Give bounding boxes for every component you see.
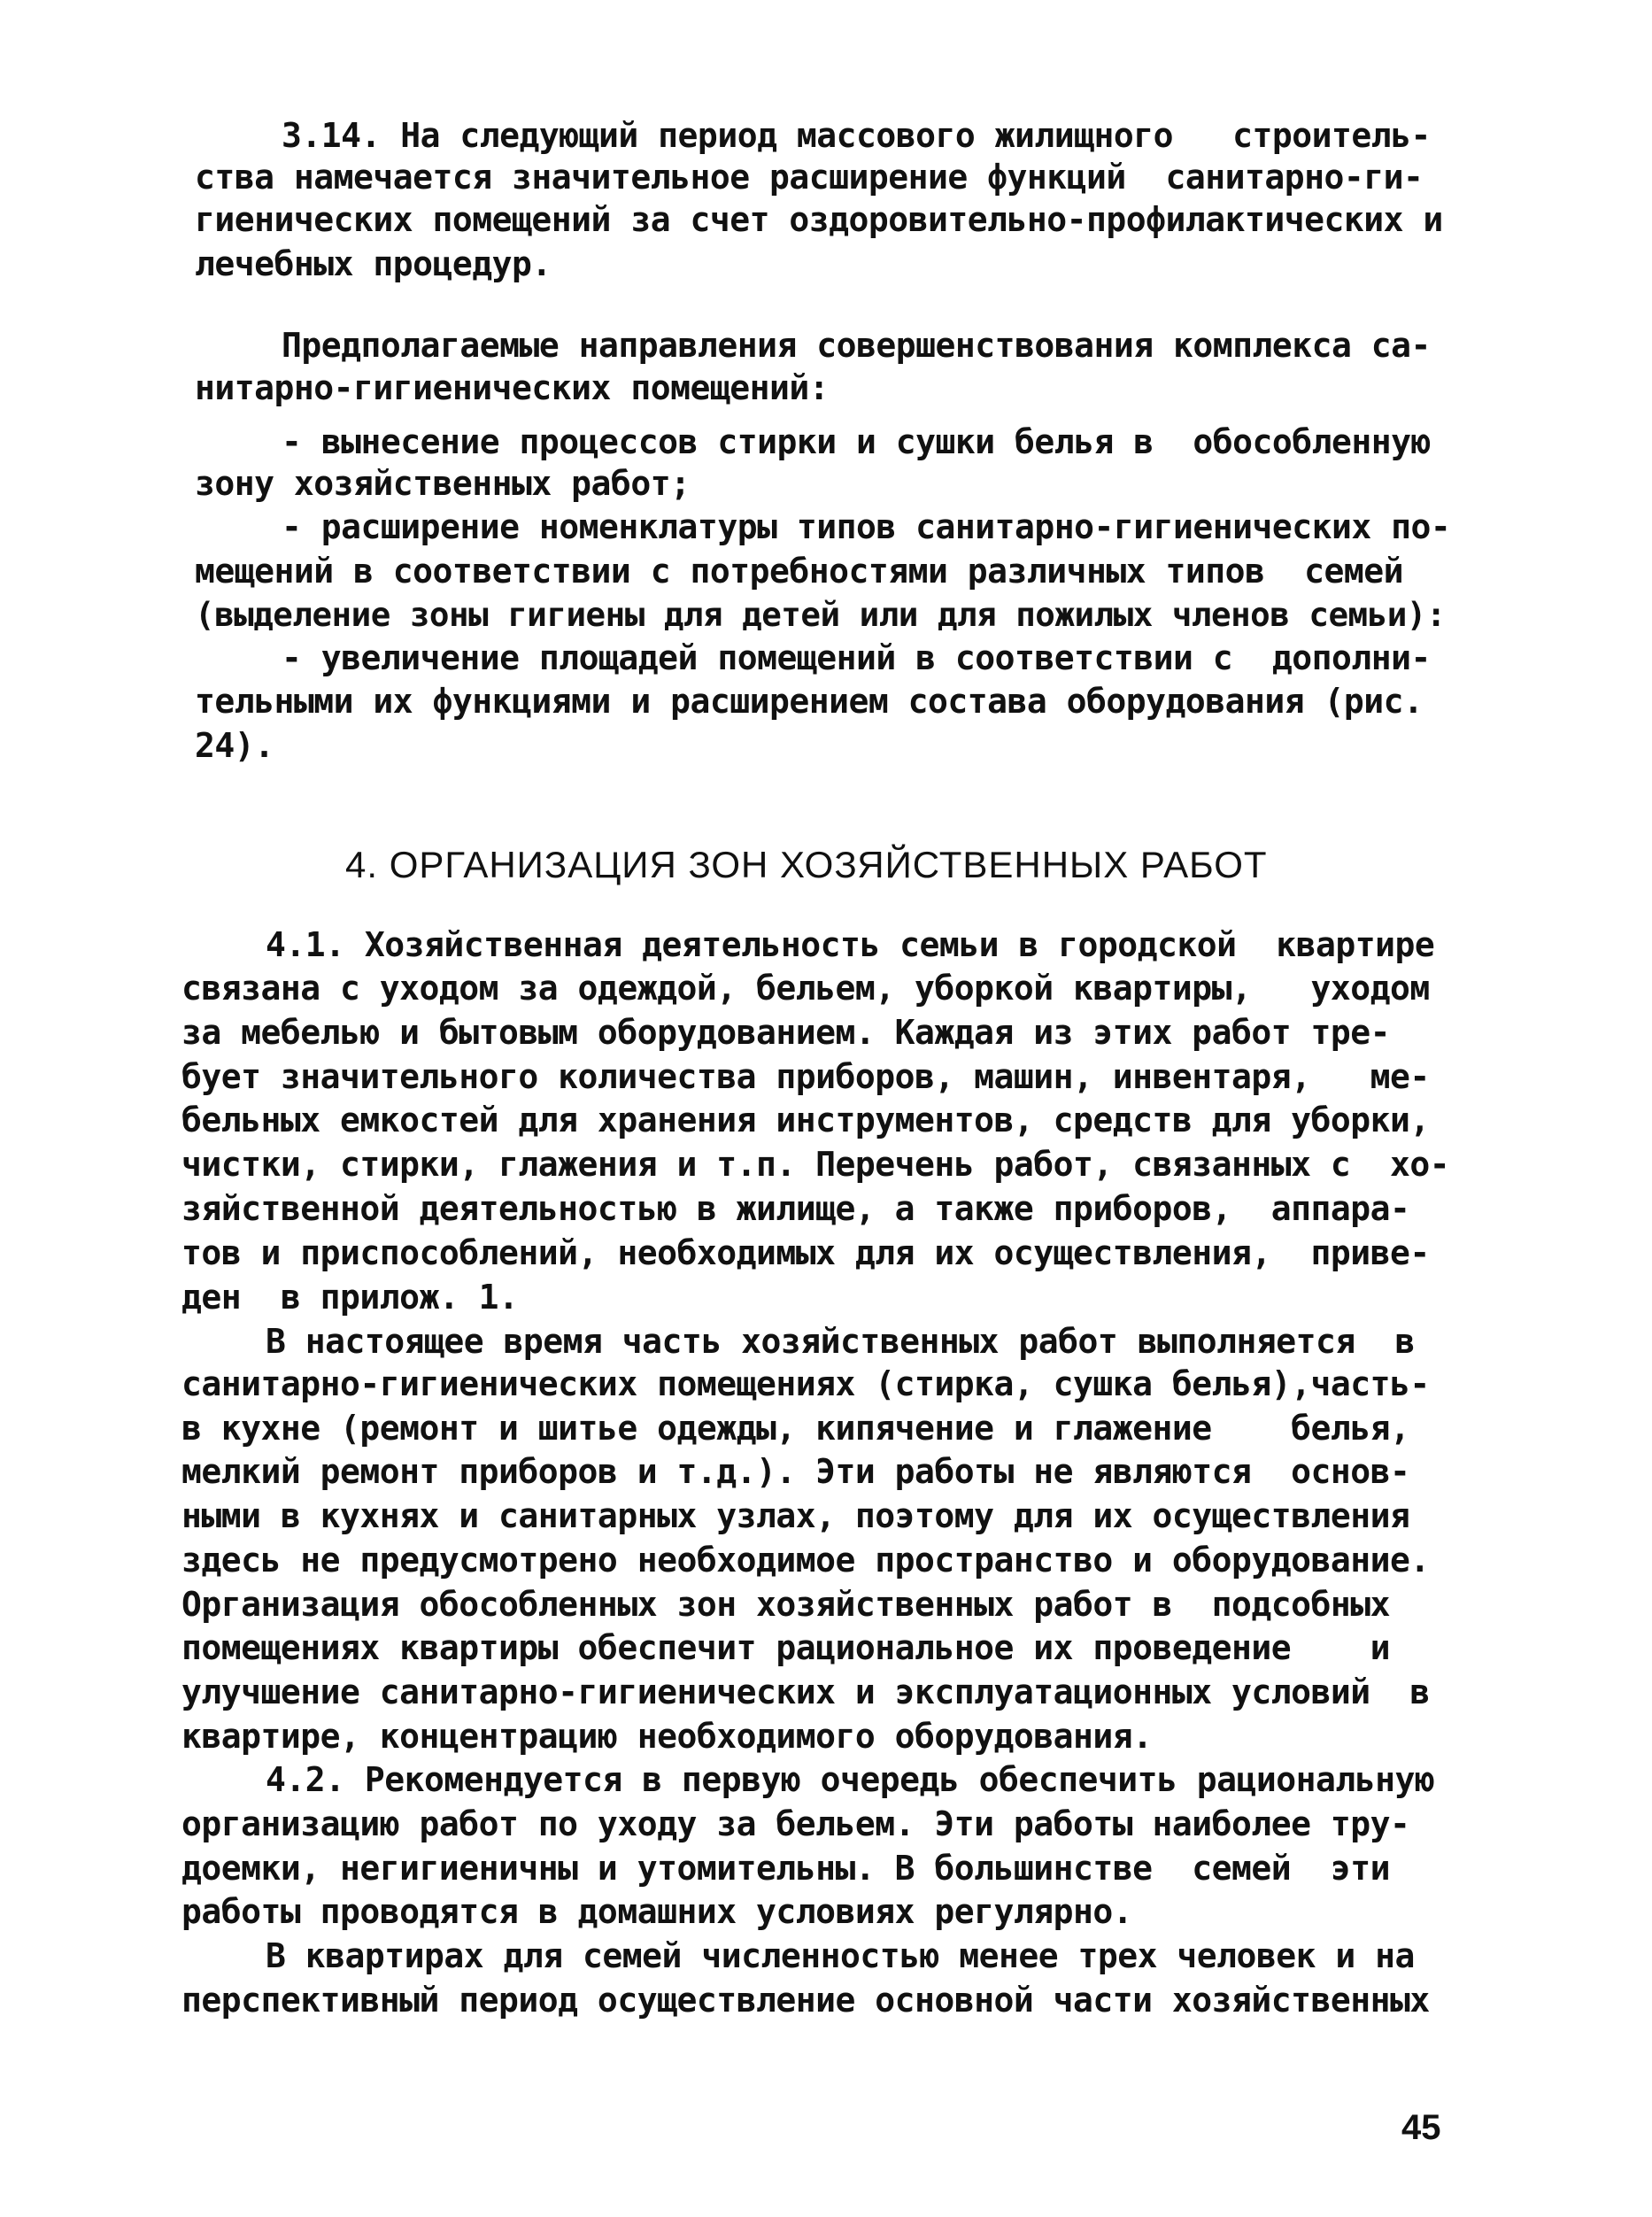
list-item: - вынесение процессов стирки и сушки белья в обособленную [282, 422, 1431, 461]
text-line: 4.1. Хозяйственная деятельность семьи в городской квартире [266, 925, 1435, 964]
text-line: чистки, стирки, глажения и т.п. Перечень работ, связанных с хо- [181, 1145, 1450, 1184]
text-line: зону хозяйственных работ; [195, 464, 691, 503]
page-number: 45 [1401, 2108, 1441, 2147]
text-line: В квартирах для семей численностью менее трех человек и на [266, 1936, 1415, 1975]
text-line: нитарно-гигиенических помещений: [195, 368, 830, 407]
text-line: 3.14. На следующий период массового жилищного строитель- [282, 116, 1431, 155]
text-line: В настоящее время часть хозяйственных работ выполняется в [266, 1322, 1415, 1361]
text-line: Предполагаемые направления совершенствования комплекса са- [282, 326, 1431, 365]
text-line: зяйственной деятельностью в жилище, а также приборов, аппара- [181, 1189, 1410, 1228]
text-line: 4.2. Рекомендуется в первую очередь обеспечить рациональную [266, 1760, 1435, 1799]
text-line: ства намечается значительное расширение функций санитарно-ги- [195, 158, 1424, 197]
text-line: ден в прилож. 1. [181, 1278, 519, 1317]
text-line: 24). [195, 726, 274, 765]
list-item: - расширение номенклатуры типов санитарно-гигиенических по- [282, 507, 1451, 546]
text-line: гиенических помещений за счет оздоровительно-профилактических и [195, 200, 1443, 239]
text-line: мелкий ремонт приборов и т.д.). Эти работы не являются основ- [181, 1452, 1410, 1491]
text-line: бельных емкостей для хранения инструментов, средств для уборки, [181, 1101, 1430, 1139]
text-line: за мебелью и бытовым оборудованием. Каждая из этих работ тре- [181, 1013, 1391, 1052]
text-line: тов и приспособлений, необходимых для их осуществления, приве- [181, 1233, 1430, 1272]
text-line: квартире, концентрацию необходимого оборудования. [181, 1717, 1153, 1756]
text-line: бует значительного количества приборов, машин, инвентаря, ме- [181, 1057, 1430, 1096]
text-line: работы проводятся в домашних условиях регулярно. [181, 1892, 1133, 1931]
text-line: связана с уходом за одеждой, бельем, уборкой квартиры, уходом [181, 969, 1430, 1008]
text-line: санитарно-гигиенических помещениях (стирка, сушка белья),часть- [181, 1364, 1430, 1403]
text-line: ными в кухнях и санитарных узлах, поэтому для их осуществления [181, 1496, 1410, 1535]
text-line: в кухне (ремонт и шитье одежды, кипячение и глажение белья, [181, 1409, 1410, 1448]
text-line: улучшение санитарно-гигиенических и эксплуатационных условий в [181, 1672, 1430, 1711]
text-line: лечебных процедур. [195, 244, 552, 283]
text-line: перспективный период осуществление основной части хозяйственных [181, 1981, 1430, 2020]
text-line: (выделение зоны гигиены для детей или для пожилых членов семьи): [195, 595, 1446, 634]
list-item: - увеличение площадей помещений в соответствии с дополни- [282, 638, 1431, 677]
text-line: помещениях квартиры обеспечит рациональное их проведение и [181, 1628, 1391, 1667]
text-line: доемки, негигиеничны и утомительны. В большинстве семей эти [181, 1849, 1391, 1888]
text-line: Организация обособленных зон хозяйственных работ в подсобных [181, 1585, 1391, 1624]
text-line: здесь не предусмотрено необходимое пространство и оборудование. [181, 1541, 1430, 1580]
text-line: мещений в соответствии с потребностями различных типов семей [195, 552, 1404, 591]
text-line: организацию работ по уходу за бельем. Эти работы наиболее тру- [181, 1804, 1410, 1843]
section-heading: 4. ОРГАНИЗАЦИЯ ЗОН ХОЗЯЙСТВЕННЫХ РАБОТ [345, 844, 1268, 885]
text-line: тельными их функциями и расширением состава оборудования (рис. [195, 682, 1424, 721]
